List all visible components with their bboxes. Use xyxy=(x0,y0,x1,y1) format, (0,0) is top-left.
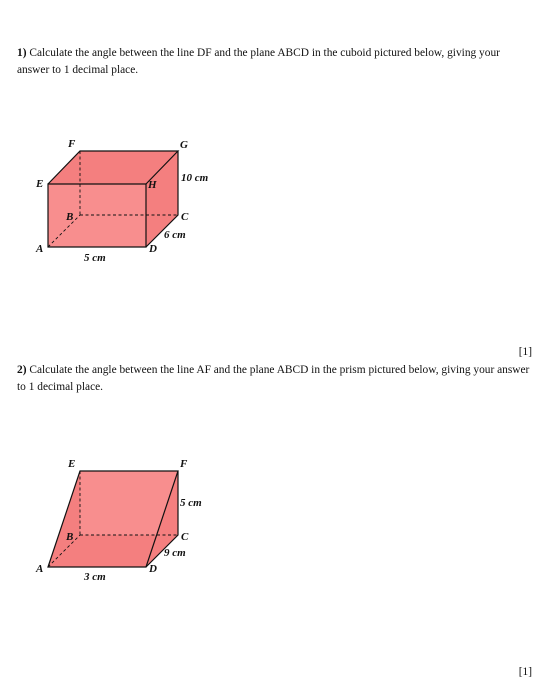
vertex-label-h: H xyxy=(148,179,157,191)
question-1-text xyxy=(17,45,533,79)
question-1-marks: [1] xyxy=(518,346,532,358)
prism-vertex-label-b: B xyxy=(66,531,74,543)
vertex-label-e: E xyxy=(36,178,44,190)
prism-vertex-label-f: F xyxy=(180,458,188,470)
vertex-label-g: G xyxy=(180,139,188,151)
question-1-number: 1) xyxy=(17,47,27,59)
prism-dimension-label-length: 3 cm xyxy=(84,571,106,583)
prism-vertex-label-d: D xyxy=(149,563,157,575)
question-2-number: 2) xyxy=(17,364,27,376)
question-2-marks: [1] xyxy=(518,666,532,678)
vertex-label-c: C xyxy=(181,211,189,223)
vertex-label-a: A xyxy=(36,243,44,255)
prism-figure xyxy=(0,450,548,590)
prism-vertex-label-a: A xyxy=(36,563,44,575)
vertex-label-b: B xyxy=(66,211,74,223)
cuboid-front-face xyxy=(48,184,146,247)
dimension-label-height: 10 cm xyxy=(181,172,209,184)
prism-dimension-label-height: 5 cm xyxy=(180,497,202,509)
prism-vertex-label-c: C xyxy=(181,531,189,543)
question-2-body: Calculate the angle between the line AF and the plane ABCD in the prism pictured below, giving your answer to 1 decimal place. xyxy=(17,364,530,393)
vertex-label-f: F xyxy=(68,138,76,150)
dimension-label-length: 5 cm xyxy=(84,252,106,264)
question-1-body: Calculate the angle between the line DF and the plane ABCD in the cuboid pictured below, giving your answer to 1 decimal place. xyxy=(17,47,500,76)
vertex-label-d: D xyxy=(149,243,157,255)
prism-vertex-label-e: E xyxy=(68,458,76,470)
cuboid-figure xyxy=(0,130,548,270)
question-2-text xyxy=(17,362,533,396)
prism-dimension-label-width: 9 cm xyxy=(164,547,186,559)
dimension-label-width: 6 cm xyxy=(164,229,186,241)
